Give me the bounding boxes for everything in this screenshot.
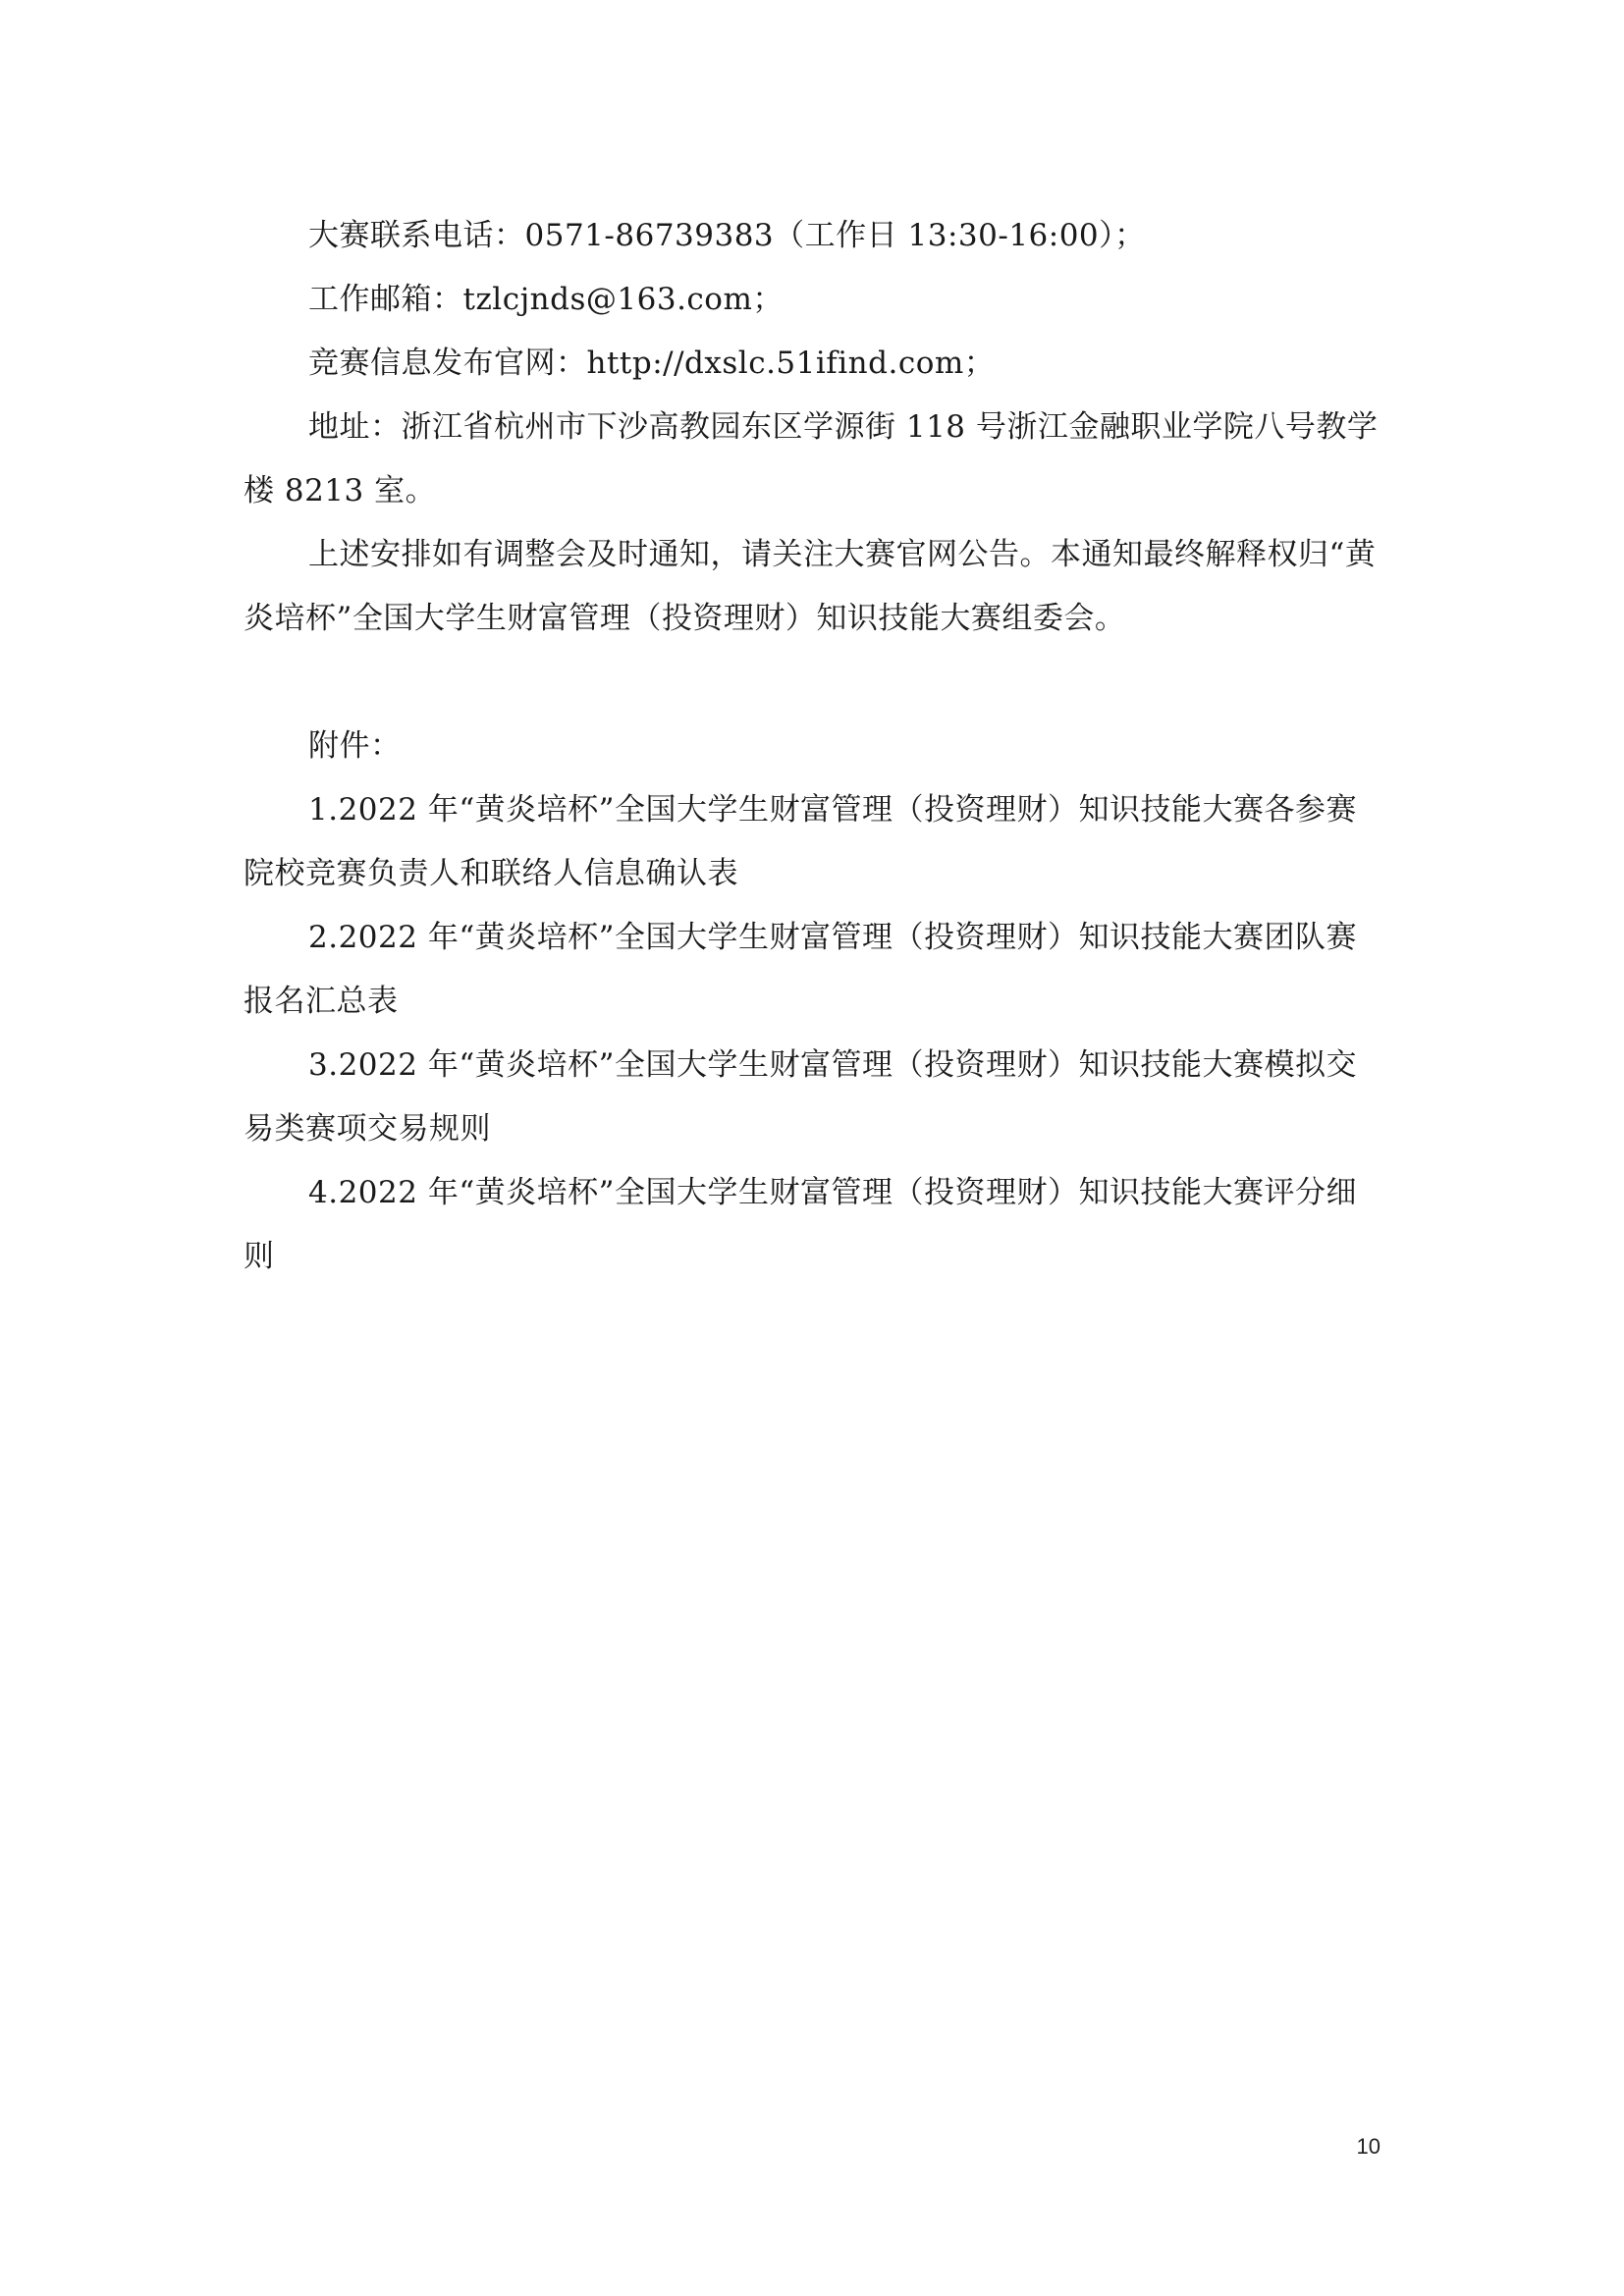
blank-line (244, 651, 1382, 715)
contact-address: 地址：浙江省杭州市下沙高教园东区学源街 118 号浙江金融职业学院八号教学楼 8213 室。 (244, 409, 1379, 508)
attachment-item-4: 4.2022 年“黄炎培杯”全国大学生财富管理（投资理财）知识技能大赛评分细则 (244, 1175, 1358, 1274)
attachment-item-2: 2.2022 年“黄炎培杯”全国大学生财富管理（投资理财）知识技能大赛团队赛报名汇总表 (244, 920, 1358, 1019)
page-number: 10 (1356, 2134, 1380, 2159)
contact-phone: 大赛联系电话：0571-86739383（工作日 13:30-16:00）； (308, 218, 1146, 253)
attachments-heading: 附件： (308, 728, 402, 764)
contact-email: 工作邮箱：tzlcjnds@163.com； (308, 282, 784, 317)
document-body (244, 204, 1382, 1289)
notice-paragraph: 上述安排如有调整会及时通知，请关注大赛官网公告。本通知最终解释权归“黄炎培杯”全国大学生财富管理（投资理财）知识技能大赛组委会。 (244, 537, 1377, 636)
attachment-item-1: 1.2022 年“黄炎培杯”全国大学生财富管理（投资理财）知识技能大赛各参赛院校竞赛负责人和联络人信息确认表 (244, 792, 1358, 891)
contact-website: 竞赛信息发布官网：http://dxslc.51ifind.com； (308, 346, 996, 381)
attachment-item-3: 3.2022 年“黄炎培杯”全国大学生财富管理（投资理财）知识技能大赛模拟交易类赛项交易规则 (244, 1047, 1358, 1147)
